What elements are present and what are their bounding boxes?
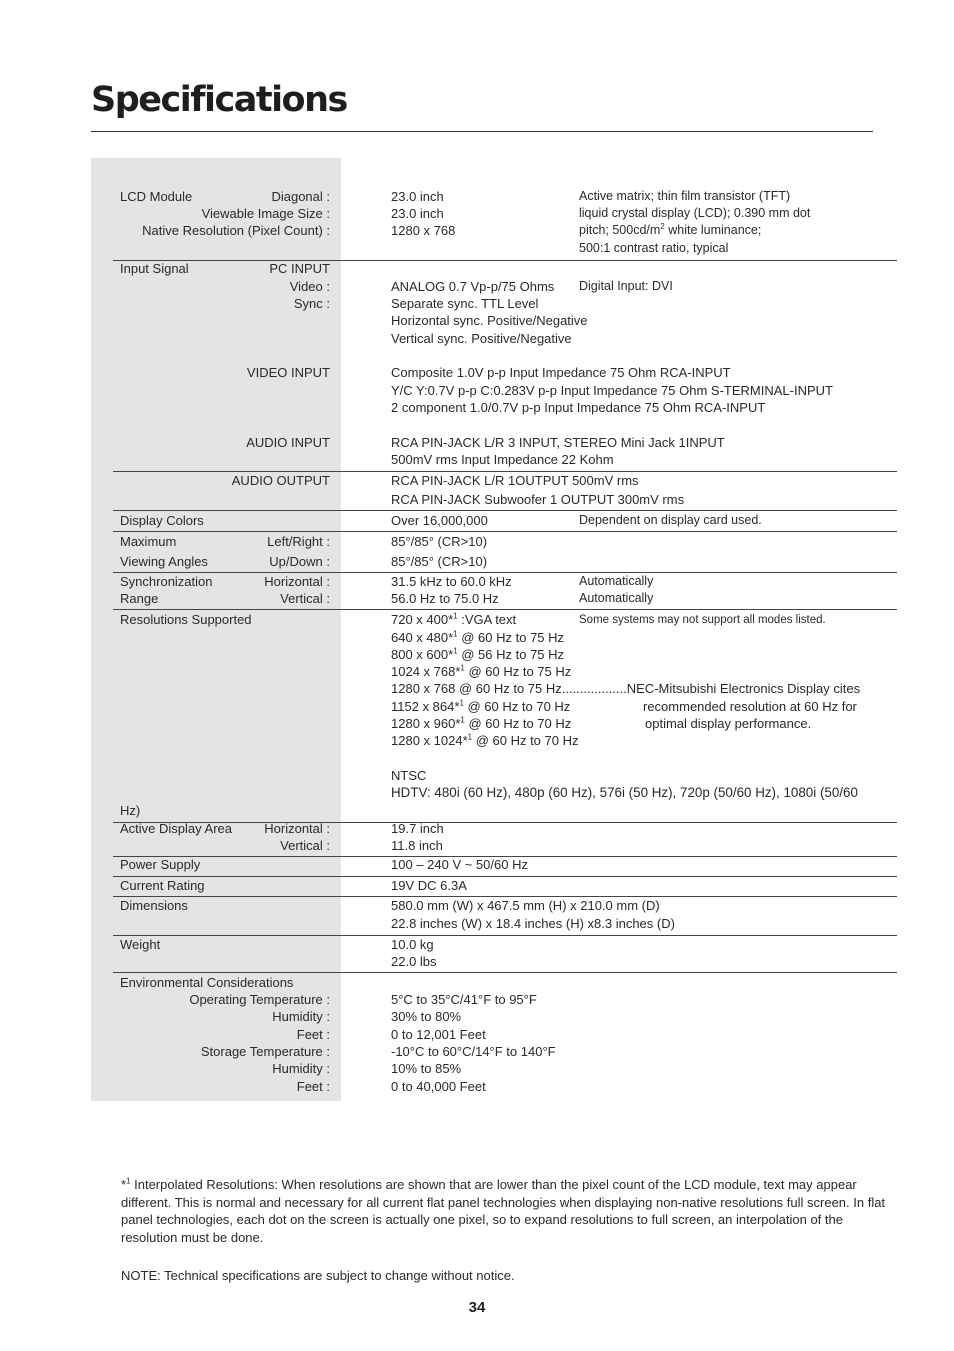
weight-value: 10.0 kg [391,937,434,952]
spec-change-note: NOTE: Technical specifications are subject to change without notice. [121,1268,515,1283]
vertical-value: 11.8 inch [391,838,443,853]
humidity-value: 10% to 85% [391,1061,462,1076]
environmental-label: Environmental Considerations [120,975,294,990]
audio-input-value: 500mV rms Input Impedance 22 Kohm [391,452,614,467]
vertical-note: Automatically [579,591,654,605]
resolution-item: 1280 x 768 @ 60 Hz to 75 Hz..................NEC-Mitsubishi Electronics Display cites [391,681,861,696]
sync-label: Sync : [293,296,330,311]
dimensions-label: Dimensions [120,898,188,913]
row-divider [113,876,897,877]
up-down-label: Up/Down : [269,554,330,569]
resolution-item: 1280 x 1024*$^1$ @ 60 Hz to 70 Hz [391,732,579,748]
resolution-item: 1024 x 768*$^1$ @ 60 Hz to 75 Hz [391,663,572,679]
current-rating-value: 19V DC 6.3A [391,878,467,893]
video-input-value: 2 component 1.0/0.7V p-p Input Impedance 75 Ohm RCA-INPUT [391,400,766,415]
page-title: Specifications [91,80,347,120]
viewable-size-value: 23.0 inch [391,206,444,221]
viewing-angles-label: Viewing Angles [120,554,208,569]
humidity-value: 30% to 80% [391,1009,462,1024]
row-divider [113,531,897,532]
weight-value: 22.0 lbs [391,954,437,969]
diagonal-label: Diagonal : [271,189,330,204]
humidity-label: Humidity : [272,1061,330,1076]
left-right-label: Left/Right : [267,534,330,549]
lcd-note: 500:1 contrast ratio, typical [579,241,729,255]
audio-input-label: AUDIO INPUT [246,435,330,450]
video-value: ANALOG 0.7 Vp-p/75 Ohms [391,279,555,294]
dimensions-value: 22.8 inches (W) x 18.4 inches (H) x8.3 inches (D) [391,916,675,931]
title-divider [91,131,873,132]
hdtv-modes: HDTV: 480i (60 Hz), 480p (60 Hz), 576i (50 Hz), 720p (50/60 Hz), 1080i (50/60 [391,785,858,800]
native-resolution-value: 1280 x 768 [391,223,456,238]
up-down-value: 85°/85° (CR>10) [391,554,488,569]
resolution-item: 1152 x 864*$^1$ @ 60 Hz to 70 Hz [391,698,571,714]
sync-value: Separate sync. TTL Level [391,296,539,311]
row-divider [113,972,897,973]
feet-label: Feet : [296,1027,330,1042]
native-resolution-label: Native Resolution (Pixel Count) : [142,223,330,238]
resolution-note: optimal display performance. [645,716,812,731]
horizontal-value: 19.7 inch [391,821,444,836]
viewable-size-label: Viewable Image Size : [201,206,330,221]
lcd-note: liquid crystal display (LCD); 0.390 mm dot [579,206,811,220]
storage-temperature-label: Storage Temperature : [200,1044,330,1059]
horizontal-label: Horizontal : [264,574,330,589]
resolution-item: 800 x 600*$^1$ @ 56 Hz to 75 Hz [391,646,565,662]
display-colors-value: Over 16,000,000 [391,513,488,528]
operating-temperature-value: 5°C to 35°C/41°F to 95°F [391,992,537,1007]
feet-value: 0 to 40,000 Feet [391,1079,486,1094]
resolution-item: 1280 x 960*$^1$ @ 60 Hz to 70 Hz [391,715,572,731]
video-label: Video : [289,279,330,294]
viewing-angles-label: Maximum [120,534,177,549]
lcd-note: pitch; $500cd/m^2$ white luminance; [579,221,762,237]
ntsc-label: NTSC [391,768,427,783]
video-input-value: Y/C Y:0.7V p-p C:0.283V p-p Input Impedance 75 Ohm S-TERMINAL-INPUT [391,383,833,398]
interpolation-footnote: *$^1$ Interpolated Resolutions: When resolutions are shown that are lower than the pixel count of the LCD module, text may appear different. This is normal and necessary for all current flat panel technologies when displaying non-native resolutions full screen. In flat panel technologies, each dot on the screen is actually one pixel, so to expand resolutions to full screen, an interpolation of the resolution must be done. [121,1176,886,1245]
row-divider [113,935,897,936]
video-input-label: VIDEO INPUT [246,365,330,380]
active-area-label: Active Display Area [120,821,232,836]
lcd-module-label: LCD Module [120,189,193,204]
digital-input-note: Digital Input: DVI [579,279,673,293]
row-divider [113,609,897,610]
lcd-note: Active matrix; thin film transistor (TFT) [579,189,791,203]
resolution-item: 720 x 400*$^1$ :VGA text [391,611,517,627]
power-supply-label: Power Supply [120,857,201,872]
sync-range-label: Synchronization [120,574,213,589]
feet-value: 0 to 12,001 Feet [391,1027,486,1042]
feet-label: Feet : [296,1079,330,1094]
horizontal-value: 31.5 kHz to 60.0 kHz [391,574,512,589]
hdtv-modes-wrap: Hz) [120,803,141,818]
resolution-note: recommended resolution at 60 Hz for [643,699,857,714]
vertical-label: Vertical : [280,591,330,606]
display-colors-note: Dependent on display card used. [579,513,762,527]
weight-label: Weight [120,937,161,952]
sync-value: Horizontal sync. Positive/Negative [391,313,588,328]
pc-input-label: PC INPUT [269,261,330,276]
audio-output-label: AUDIO OUTPUT [231,473,330,488]
video-input-value: Composite 1.0V p-p Input Impedance 75 Ohm RCA-INPUT [391,365,731,380]
display-colors-label: Display Colors [120,513,204,528]
audio-input-value: RCA PIN-JACK L/R 3 INPUT, STEREO Mini Jack 1INPUT [391,435,725,450]
storage-temperature-value: -10°C to 60°C/14°F to 140°F [391,1044,556,1059]
current-rating-label: Current Rating [120,878,205,893]
power-supply-value: 100 – 240 V ~ 50/60 Hz [391,857,528,872]
resolution-item: 640 x 480*$^1$ @ 60 Hz to 75 Hz [391,629,565,645]
audio-output-value: RCA PIN-JACK Subwoofer 1 OUTPUT 300mV rms [391,492,685,507]
row-divider [113,510,897,511]
humidity-label: Humidity : [272,1009,330,1024]
sync-range-label: Range [120,591,159,606]
sync-value: Vertical sync. Positive/Negative [391,331,572,346]
operating-temperature-label: Operating Temperature : [189,992,330,1007]
diagonal-value: 23.0 inch [391,189,444,204]
resolutions-label: Resolutions Supported [120,612,252,627]
resolution-note: Some systems may not support all modes listed. [579,614,826,626]
dimensions-value: 580.0 mm (W) x 467.5 mm (H) x 210.0 mm (D) [391,898,660,913]
page-number: 34 [468,1299,486,1316]
left-right-value: 85°/85° (CR>10) [391,534,488,549]
input-signal-label: Input Signal [120,261,189,276]
vertical-value: 56.0 Hz to 75.0 Hz [391,591,499,606]
horizontal-label: Horizontal : [264,821,330,836]
vertical-label: Vertical : [280,838,330,853]
horizontal-note: Automatically [579,574,654,588]
audio-output-value: RCA PIN-JACK L/R 1OUTPUT 500mV rms [391,473,639,488]
